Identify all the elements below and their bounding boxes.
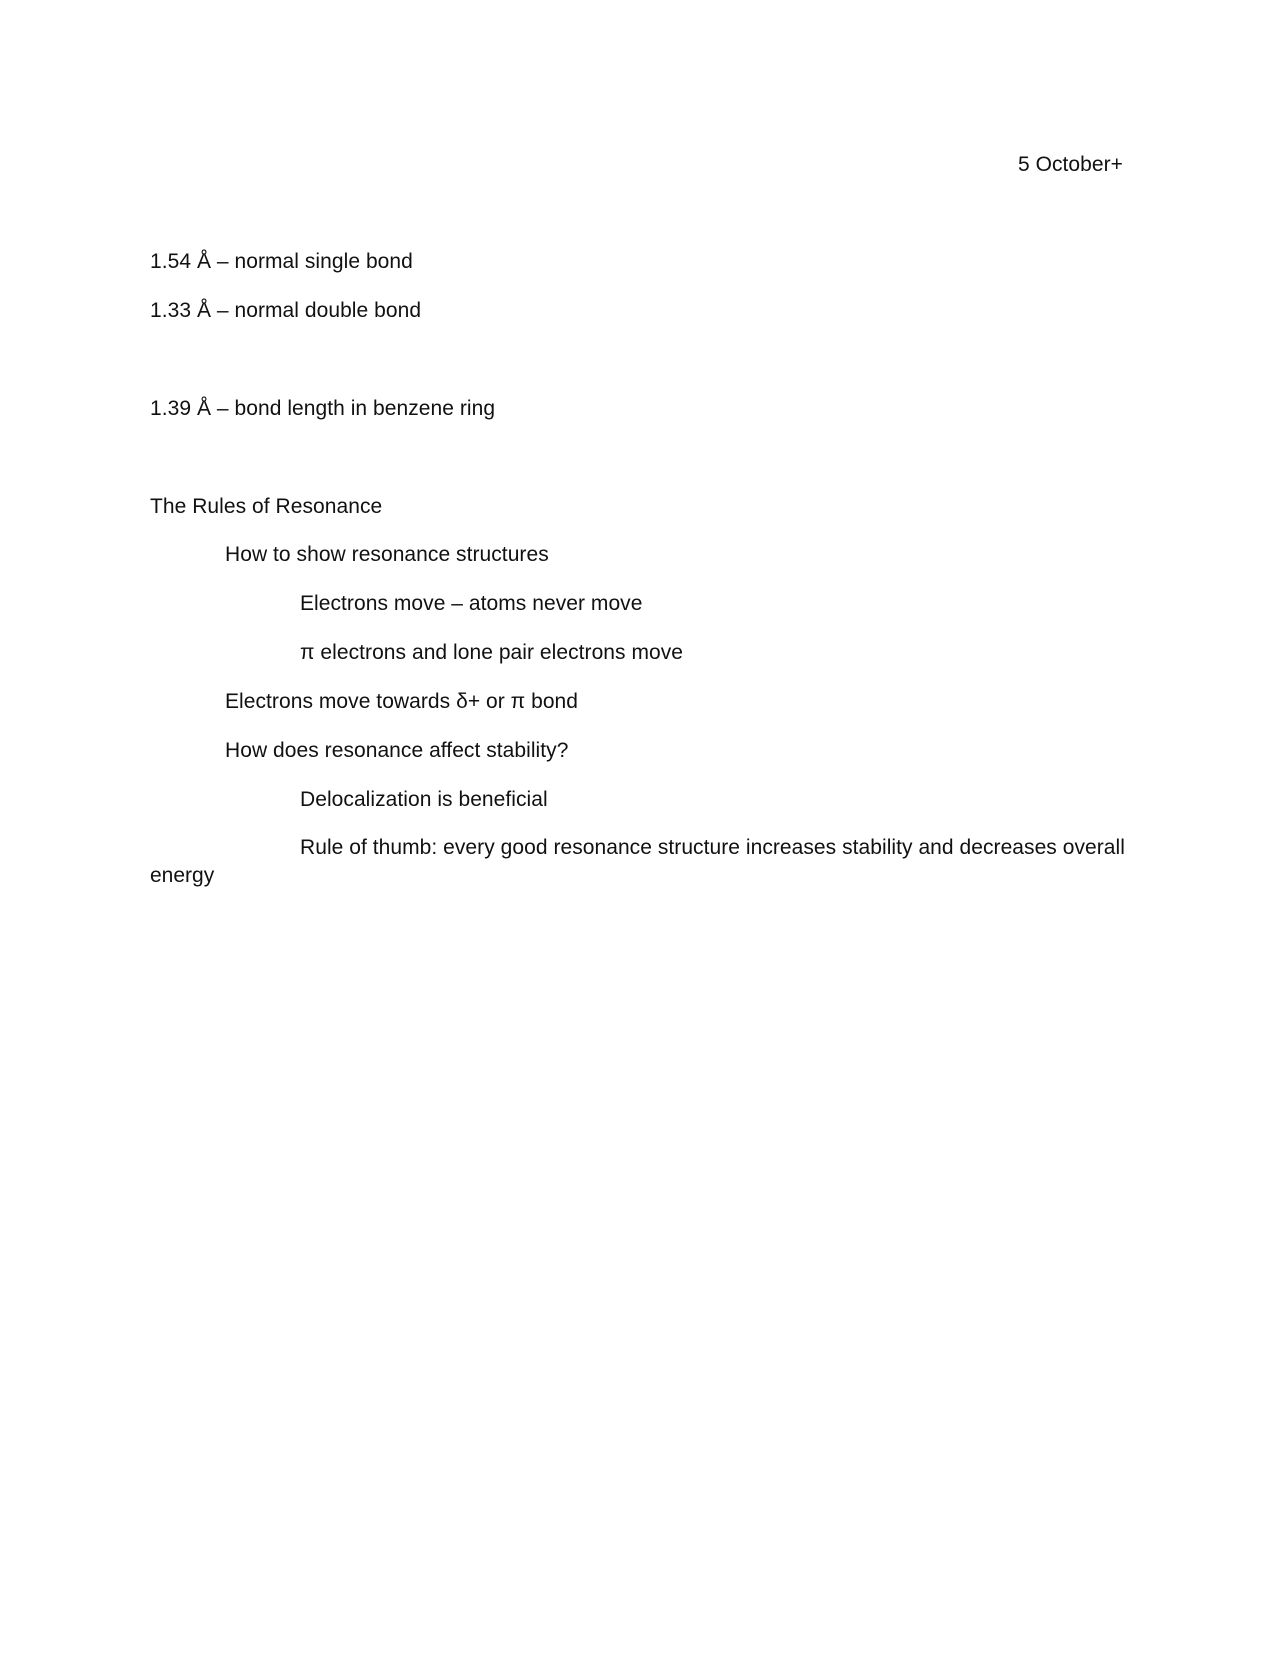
outline-electrons-move: Electrons move – atoms never move xyxy=(300,592,643,615)
section-title: The Rules of Resonance xyxy=(150,495,383,518)
bond-length-double: 1.33 Å – normal double bond xyxy=(150,299,422,322)
outline-delocalization: Delocalization is beneficial xyxy=(300,788,548,811)
date-header: 5 October+ xyxy=(1018,153,1123,176)
outline-move-towards: Electrons move towards δ+ or π bond xyxy=(225,690,579,713)
outline-stability-question: How does resonance affect stability? xyxy=(225,739,569,762)
bond-length-benzene: 1.39 Å – bond length in benzene ring xyxy=(150,397,496,420)
outline-how-to-show: How to show resonance structures xyxy=(225,543,549,566)
outline-rule-of-thumb: Rule of thumb: every good resonance structure increases stability and decreases overall xyxy=(300,836,1125,859)
bond-length-single: 1.54 Å – normal single bond xyxy=(150,250,413,273)
outline-rule-of-thumb-continuation: energy xyxy=(150,864,215,887)
outline-pi-electrons: π electrons and lone pair electrons move xyxy=(300,641,684,664)
